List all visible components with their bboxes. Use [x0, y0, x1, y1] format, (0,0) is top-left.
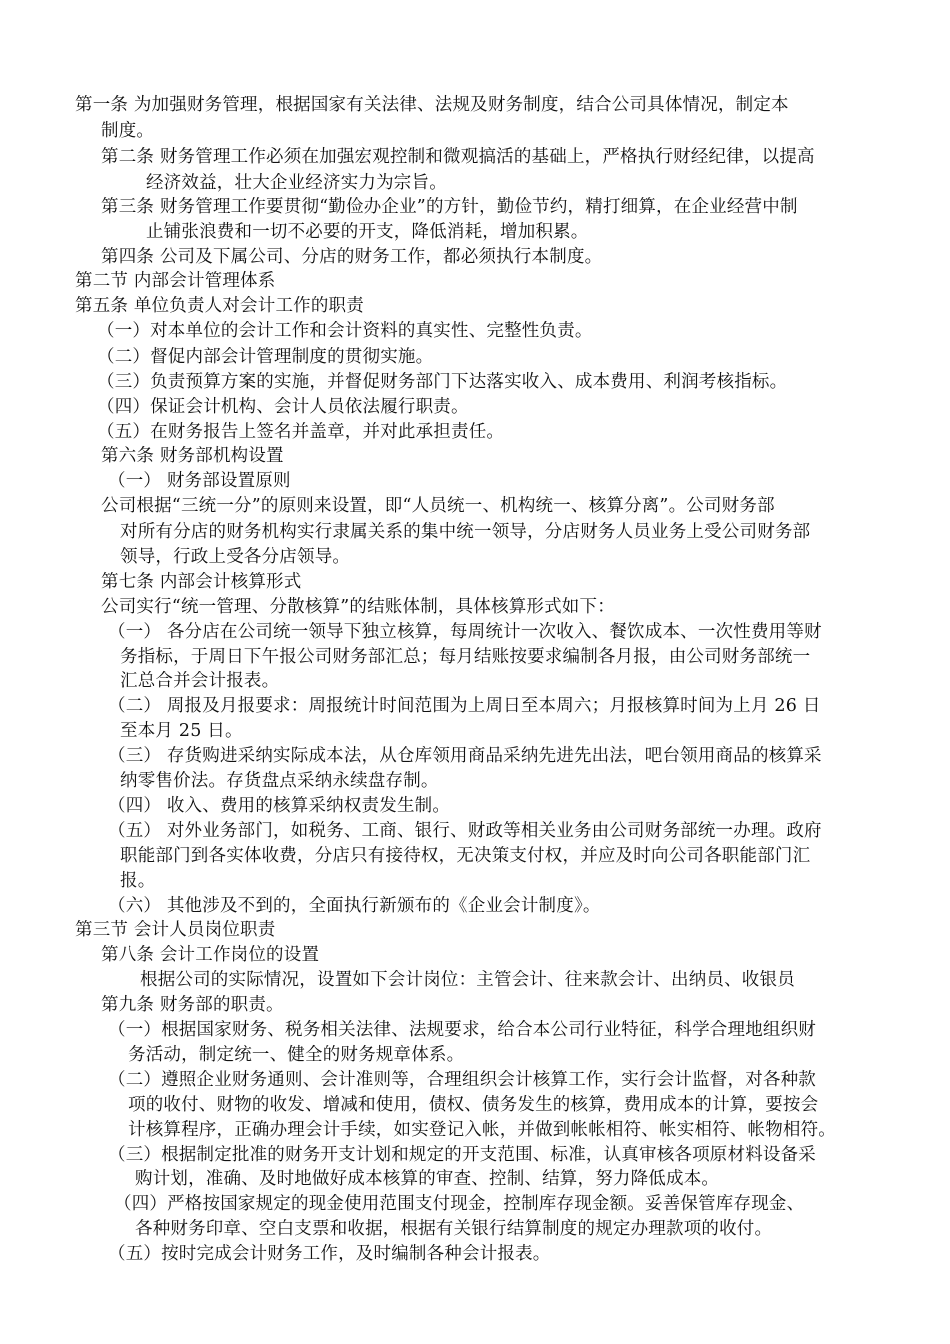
text-line: 至本月 25 日。 — [120, 721, 243, 741]
list-item: （一） 各分店在公司统一领导下独立核算，每周统计一次收入、餐饮成本、一次性费用等财 — [108, 622, 822, 642]
text-line: 各种财务印章、空白支票和收据，根据有关银行结算制度的规定办理款项的收付。 — [135, 1219, 773, 1239]
text-line: 务活动，制定统一、健全的财务规章体系。 — [128, 1045, 465, 1065]
text-line: 第三条 财务管理工作要贯彻“勤俭办企业”的方针，勤俭节约，精打细算，在企业经营中制 — [101, 197, 798, 217]
list-item: （五） 对外业务部门，如税务、工商、银行、财政等相关业务由公司财务部统一办理。政府 — [108, 821, 822, 841]
list-item: （四）保证会计机构、会计人员依法履行职责。 — [97, 397, 469, 417]
list-item: （二）遵照企业财务通则、会计准则等，合理组织会计核算工作，实行会计监督，对各种款 — [108, 1070, 816, 1090]
list-item: （一） 财务部设置原则 — [108, 471, 291, 491]
text-line: 公司根据“三统一分”的原则来设置，即“人员统一、机构统一、核算分离”。公司财务部 — [101, 496, 775, 516]
text-line: 止铺张浪费和一切不必要的开支，降低消耗，增加积累。 — [146, 222, 589, 242]
list-item: （五）在财务报告上签名并盖章，并对此承担责任。 — [97, 422, 505, 442]
list-item: （二） 周报及月报要求：周报统计时间范围为上周日至本周六；月报核算时间为上月 26 日 — [108, 696, 821, 716]
list-item: （三） 存货购进采纳实际成本法，从仓库领用商品采纳先进先出法，吧台领用商品的核算采 — [108, 746, 822, 766]
text-line: 报。 — [120, 871, 156, 891]
list-item: （六） 其他涉及不到的，全面执行新颁布的《企业会计制度》。 — [108, 896, 601, 916]
list-item: （三）根据制定批准的财务开支计划和规定的开支范围、标准，认真审核各项原材料设备采 — [108, 1145, 816, 1165]
text-line: 第一条 为加强财务管理，根据国家有关法律、法规及财务制度，结合公司具体情况，制定本 — [75, 95, 789, 115]
text-line: 职能部门到各实体收费，分店只有接待权，无决策支付权，并应及时向公司各职能部门汇 — [120, 846, 811, 866]
list-item: （一）根据国家财务、税务相关法律、法规要求，给合本公司行业特征，科学合理地组织财 — [108, 1020, 816, 1040]
list-item: （二）督促内部会计管理制度的贯彻实施。 — [97, 347, 434, 367]
text-line: 制度。 — [101, 121, 155, 141]
text-line: 领导，行政上受各分店领导。 — [120, 547, 351, 567]
article-heading: 第七条 内部会计核算形式 — [101, 572, 302, 592]
text-line: 购计划，准确、及时地做好成本核算的审查、控制、结算，努力降低成本。 — [135, 1169, 720, 1189]
text-line: 对所有分店的财务机构实行隶属关系的集中统一领导，分店财务人员业务上受公司财务部 — [120, 522, 811, 542]
list-item: （四）严格按国家规定的现金使用范围支付现金，控制库存现金额。妥善保管库存现金、 — [114, 1194, 805, 1214]
text-line: 计核算程序，正确办理会计手续，如实登记入帐，并做到帐帐相符、帐实相符、帐物相符。 — [128, 1120, 836, 1140]
article-heading: 第八条 会计工作岗位的设置 — [101, 945, 320, 965]
text-line: 第四条 公司及下属公司、分店的财务工作，都必须执行本制度。 — [101, 247, 603, 267]
list-item: （三）负责预算方案的实施，并督促财务部门下达落实收入、成本费用、利润考核指标。 — [97, 372, 788, 392]
text-line: 根据公司的实际情况，设置如下会计岗位：主管会计、往来款会计、出纳员、收银员 — [140, 970, 795, 990]
list-item: （四） 收入、费用的核算采纳权责发生制。 — [108, 796, 451, 816]
article-heading: 第九条 财务部的职责。 — [101, 995, 284, 1015]
text-line: 纳零售价法。存货盘点采纳永续盘存制。 — [120, 771, 439, 791]
text-line: 公司实行“统一管理、分散核算”的结账体制，具体核算形式如下： — [101, 597, 615, 617]
list-item: （五）按时完成会计财务工作，及时编制各种会计报表。 — [108, 1244, 551, 1264]
article-heading: 第六条 财务部机构设置 — [101, 446, 284, 466]
text-line: 汇总合并会计报表。 — [120, 671, 280, 691]
text-line: 务指标，于周日下午报公司财务部汇总；每月结账按要求编制各月报，由公司财务部统一 — [120, 647, 811, 667]
text-line: 项的收付、财物的收发、增减和使用，债权、债务发生的核算，费用成本的计算，要按会 — [128, 1095, 819, 1115]
section-heading: 第二节 内部会计管理体系 — [75, 271, 276, 291]
list-item: （一）对本单位的会计工作和会计资料的真实性、完整性负责。 — [97, 321, 593, 341]
text-line: 经济效益，壮大企业经济实力为宗旨。 — [146, 173, 447, 193]
section-heading: 第三节 会计人员岗位职责 — [75, 920, 276, 940]
text-line: 第二条 财务管理工作必须在加强宏观控制和微观搞活的基础上，严格执行财经纪律，以提高 — [101, 147, 815, 167]
article-heading: 第五条 单位负责人对会计工作的职责 — [75, 296, 364, 316]
